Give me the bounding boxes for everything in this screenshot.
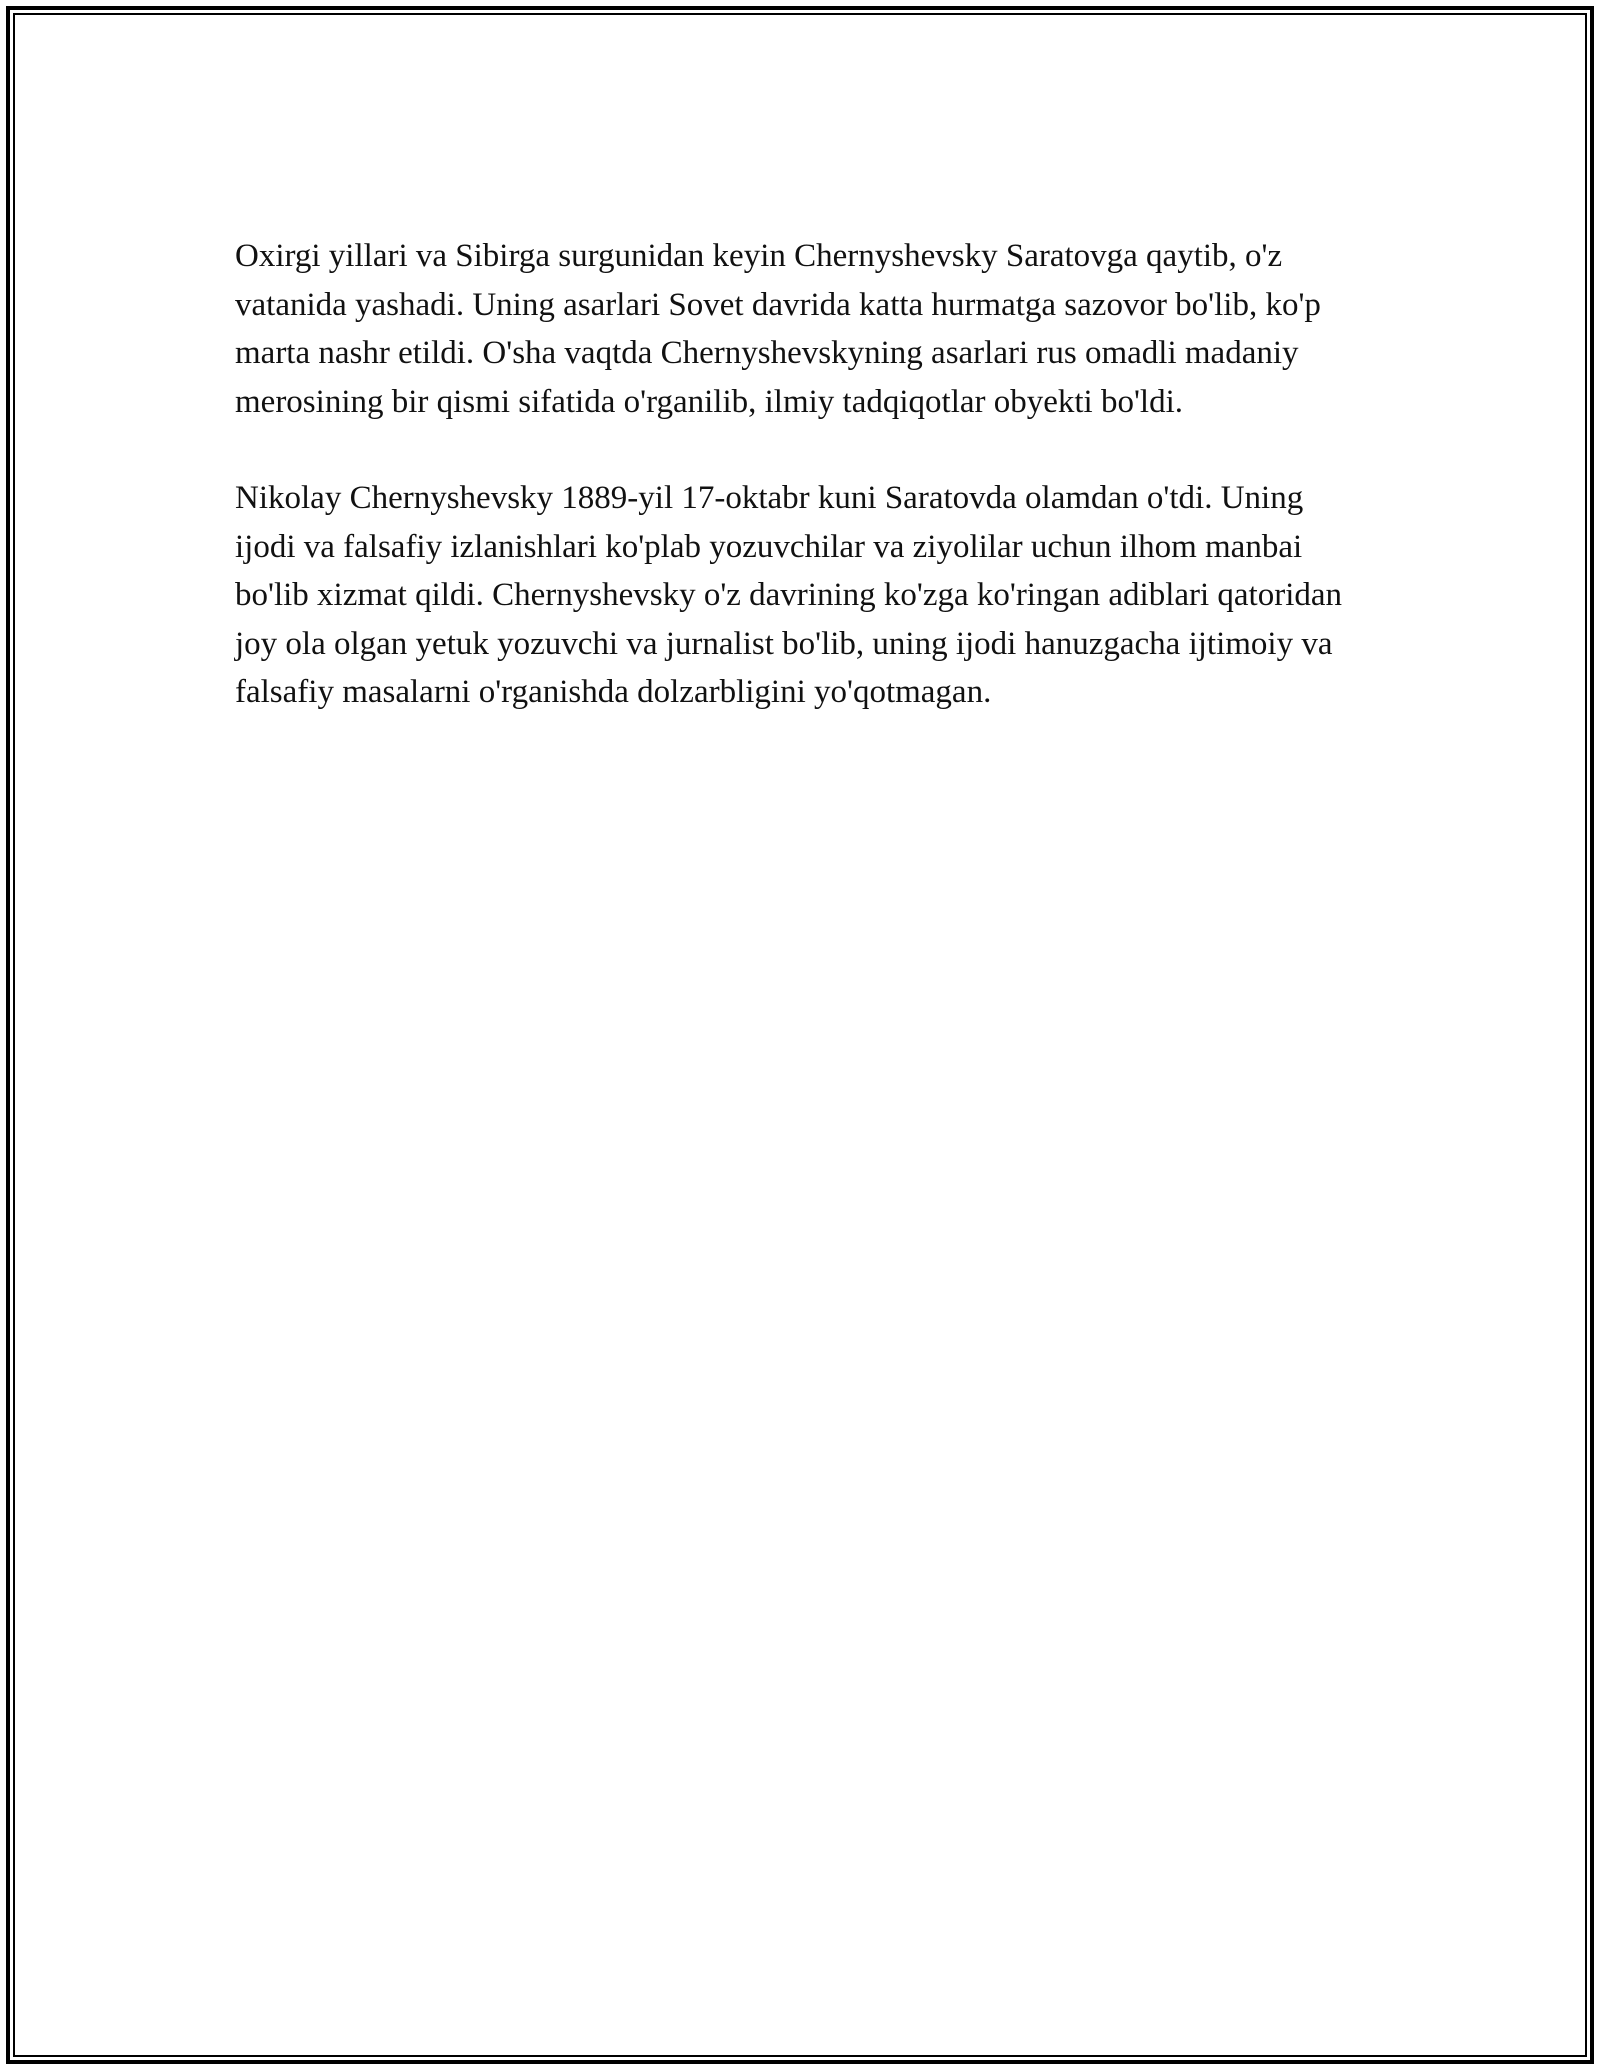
paragraph-2: Nikolay Chernyshevsky 1889-yil 17-oktabr kuni Saratovda olamdan o'tdi. Uning ijodi va falsafiy izlanishlari ko'plab yozuvchilar va ziyolilar uchun ilhom manbai bo'lib xizmat qildi. Chernyshevsky o'z davrining ko'zga ko'ringan adiblari qatoridan joy ola olgan yetuk yozuvchi va jurnalist bo'lib, uning ijodi hanuzgacha ijtimoiy va falsafiy masalarni o'rganishda dolzarbligini yo'qotmagan.	[235, 480, 1343, 710]
paragraph-1: Oxirgi yillari va Sibirga surgunidan keyin Chernyshevsky Saratovga qaytib, o'z vatanida yashadi. Uning asarlari Sovet davrida katta hurmatga sazovor bo'lib, ko'p marta nashr etildi. O'sha vaqtda Chernyshevskyning asarlari rus omadli madaniy merosining bir qismi sifatida o'rganilib, ilmiy tadqiqotlar obyekti bo'ldi.	[235, 238, 1321, 420]
document-body	[235, 232, 1370, 765]
